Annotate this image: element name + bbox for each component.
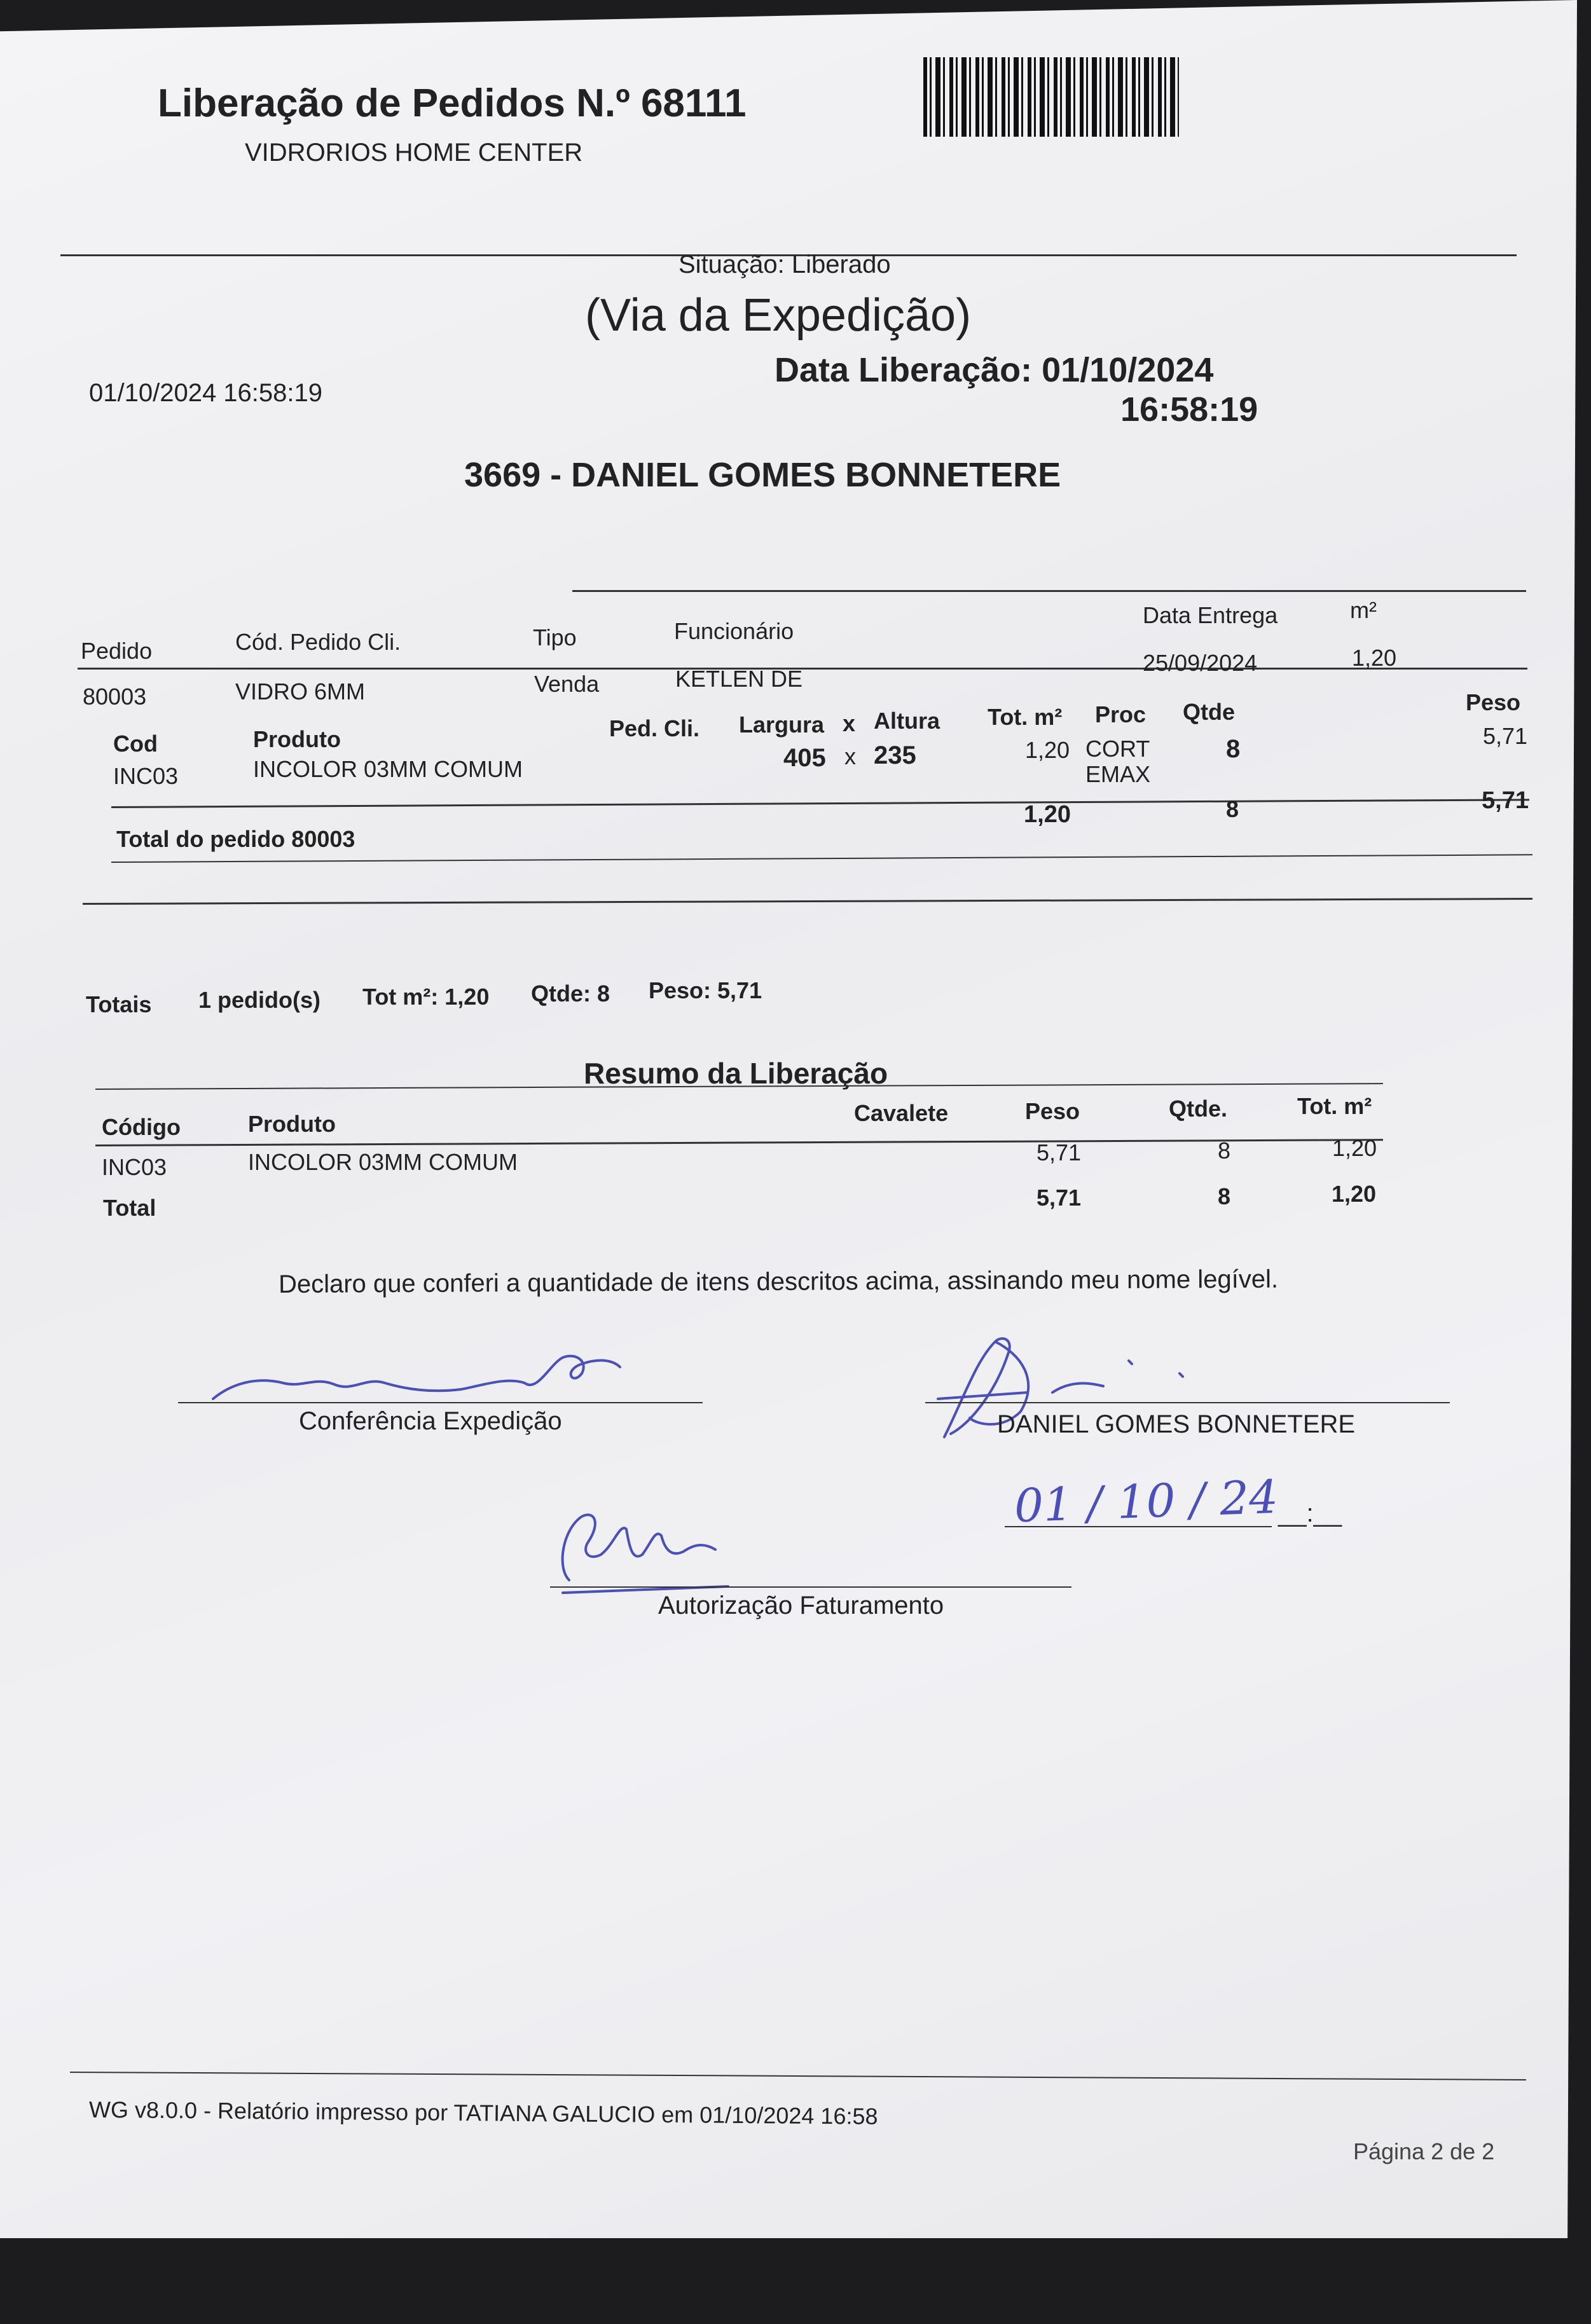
status-label: Situação: Liberado xyxy=(678,251,891,278)
release-time: 16:58:19 xyxy=(1120,390,1258,429)
item-largura: 405 xyxy=(783,744,826,772)
summary-row-qtde: 8 xyxy=(1218,1138,1231,1164)
col-ped-cli: Ped. Cli. xyxy=(609,715,700,741)
client-sign-line xyxy=(925,1402,1450,1403)
client-name: 3669 - DANIEL GOMES BONNETERE xyxy=(464,456,1061,494)
billing-label: Autorização Faturamento xyxy=(658,1592,944,1619)
col-qtde: Qtde xyxy=(1183,699,1236,725)
date-sign-line xyxy=(1005,1526,1272,1527)
summary-col-tot-m2: Tot. m² xyxy=(1297,1093,1372,1119)
barcode xyxy=(923,57,1179,137)
totals-qtde: Qtde: 8 xyxy=(531,980,610,1007)
handwritten-date: 01 / 10 / 24 xyxy=(1013,1469,1279,1533)
summary-col-qtde: Qtde. xyxy=(1169,1096,1228,1122)
order-pedido: 80003 xyxy=(83,684,147,710)
order-data-entrega: 25/09/2024 xyxy=(1143,650,1258,676)
company-name: VIDRORIOS HOME CENTER xyxy=(245,139,583,167)
via-label: (Via da Expedição) xyxy=(585,290,972,341)
totals-tot-m2: Tot m²: 1,20 xyxy=(362,984,490,1010)
summary-row-peso: 5,71 xyxy=(1037,1139,1082,1165)
summary-col-peso: Peso xyxy=(1025,1098,1080,1124)
item-cod: INC03 xyxy=(113,763,179,789)
col-pedido: Pedido xyxy=(81,638,153,664)
conference-signature xyxy=(207,1338,626,1408)
col-peso: Peso xyxy=(1466,689,1521,715)
conference-label: Conferência Expedição xyxy=(299,1407,562,1435)
col-cod: Cod xyxy=(113,731,158,757)
item-x: x xyxy=(844,743,856,769)
col-tot-m2: Tot. m² xyxy=(988,704,1063,730)
declaration-text: Declaro que conferi a quantidade de itens descritos acima, assinando meu nome legível. xyxy=(278,1265,1279,1298)
release-date: Data Liberação: 01/10/2024 xyxy=(775,351,1214,389)
order-total-peso: 5,71 xyxy=(1482,787,1529,814)
item-peso: 5,71 xyxy=(1483,723,1528,749)
conference-sign-line xyxy=(178,1402,703,1403)
summary-title: Resumo da Liberação xyxy=(584,1057,888,1090)
billing-sign-line xyxy=(550,1586,1071,1588)
order-total-label: Total do pedido 80003 xyxy=(116,826,355,852)
billing-signature xyxy=(544,1497,747,1599)
order-cod-cli: VIDRO 6MM xyxy=(235,678,366,705)
print-datetime: 01/10/2024 16:58:19 xyxy=(89,379,323,407)
time-blank: __:__ xyxy=(1278,1499,1342,1527)
totals-peso: Peso: 5,71 xyxy=(649,977,762,1003)
col-tipo: Tipo xyxy=(533,624,577,650)
col-largura: Largura xyxy=(739,712,825,738)
client-sign-name: DANIEL GOMES BONNETERE xyxy=(997,1410,1356,1438)
col-funcionario: Funcionário xyxy=(674,618,794,644)
document-title: Liberação de Pedidos N.º 68111 xyxy=(158,81,747,125)
item-proc-1: CORT xyxy=(1085,736,1150,762)
summary-total-tot-m2: 1,20 xyxy=(1332,1181,1377,1207)
summary-total-qtde: 8 xyxy=(1218,1183,1231,1209)
summary-total-peso: 5,71 xyxy=(1037,1185,1082,1211)
summary-total-label: Total xyxy=(103,1195,156,1221)
summary-col-codigo: Código xyxy=(102,1114,181,1140)
summary-row-codigo: INC03 xyxy=(102,1154,167,1180)
order-tipo: Venda xyxy=(534,671,600,697)
summary-col-cavalete: Cavalete xyxy=(854,1100,949,1126)
col-altura: Altura xyxy=(874,708,940,734)
item-tot-m2: 1,20 xyxy=(1025,737,1070,763)
col-x: x xyxy=(843,710,856,736)
col-proc: Proc xyxy=(1095,701,1147,727)
summary-col-produto: Produto xyxy=(248,1111,336,1137)
col-m2: m² xyxy=(1350,597,1377,623)
summary-row-produto: INCOLOR 03MM COMUM xyxy=(248,1149,518,1175)
footer-page-number: Página 2 de 2 xyxy=(1353,2138,1495,2164)
order-funcionario: KETLEN DE xyxy=(675,666,803,692)
order-top-rule xyxy=(572,590,1526,592)
item-produto: INCOLOR 03MM COMUM xyxy=(253,756,523,782)
order-m2: 1,20 xyxy=(1352,645,1397,671)
col-data-entrega: Data Entrega xyxy=(1143,602,1278,628)
totals-label: Totais xyxy=(86,991,152,1017)
col-cod-pedido-cli: Cód. Pedido Cli. xyxy=(235,629,401,655)
summary-row-tot-m2: 1,20 xyxy=(1332,1135,1377,1161)
item-qtde: 8 xyxy=(1226,735,1241,763)
totals-pedidos: 1 pedido(s) xyxy=(198,987,321,1013)
order-total-m2: 1,20 xyxy=(1024,801,1071,828)
footer-printed-by: WG v8.0.0 - Relatório impresso por TATIANA GALUCIO em 01/10/2024 16:58 xyxy=(88,2096,878,2129)
item-proc-2: EMAX xyxy=(1085,761,1151,787)
order-total-qtde: 8 xyxy=(1226,796,1239,822)
item-altura: 235 xyxy=(874,741,916,769)
col-produto: Produto xyxy=(253,726,341,752)
